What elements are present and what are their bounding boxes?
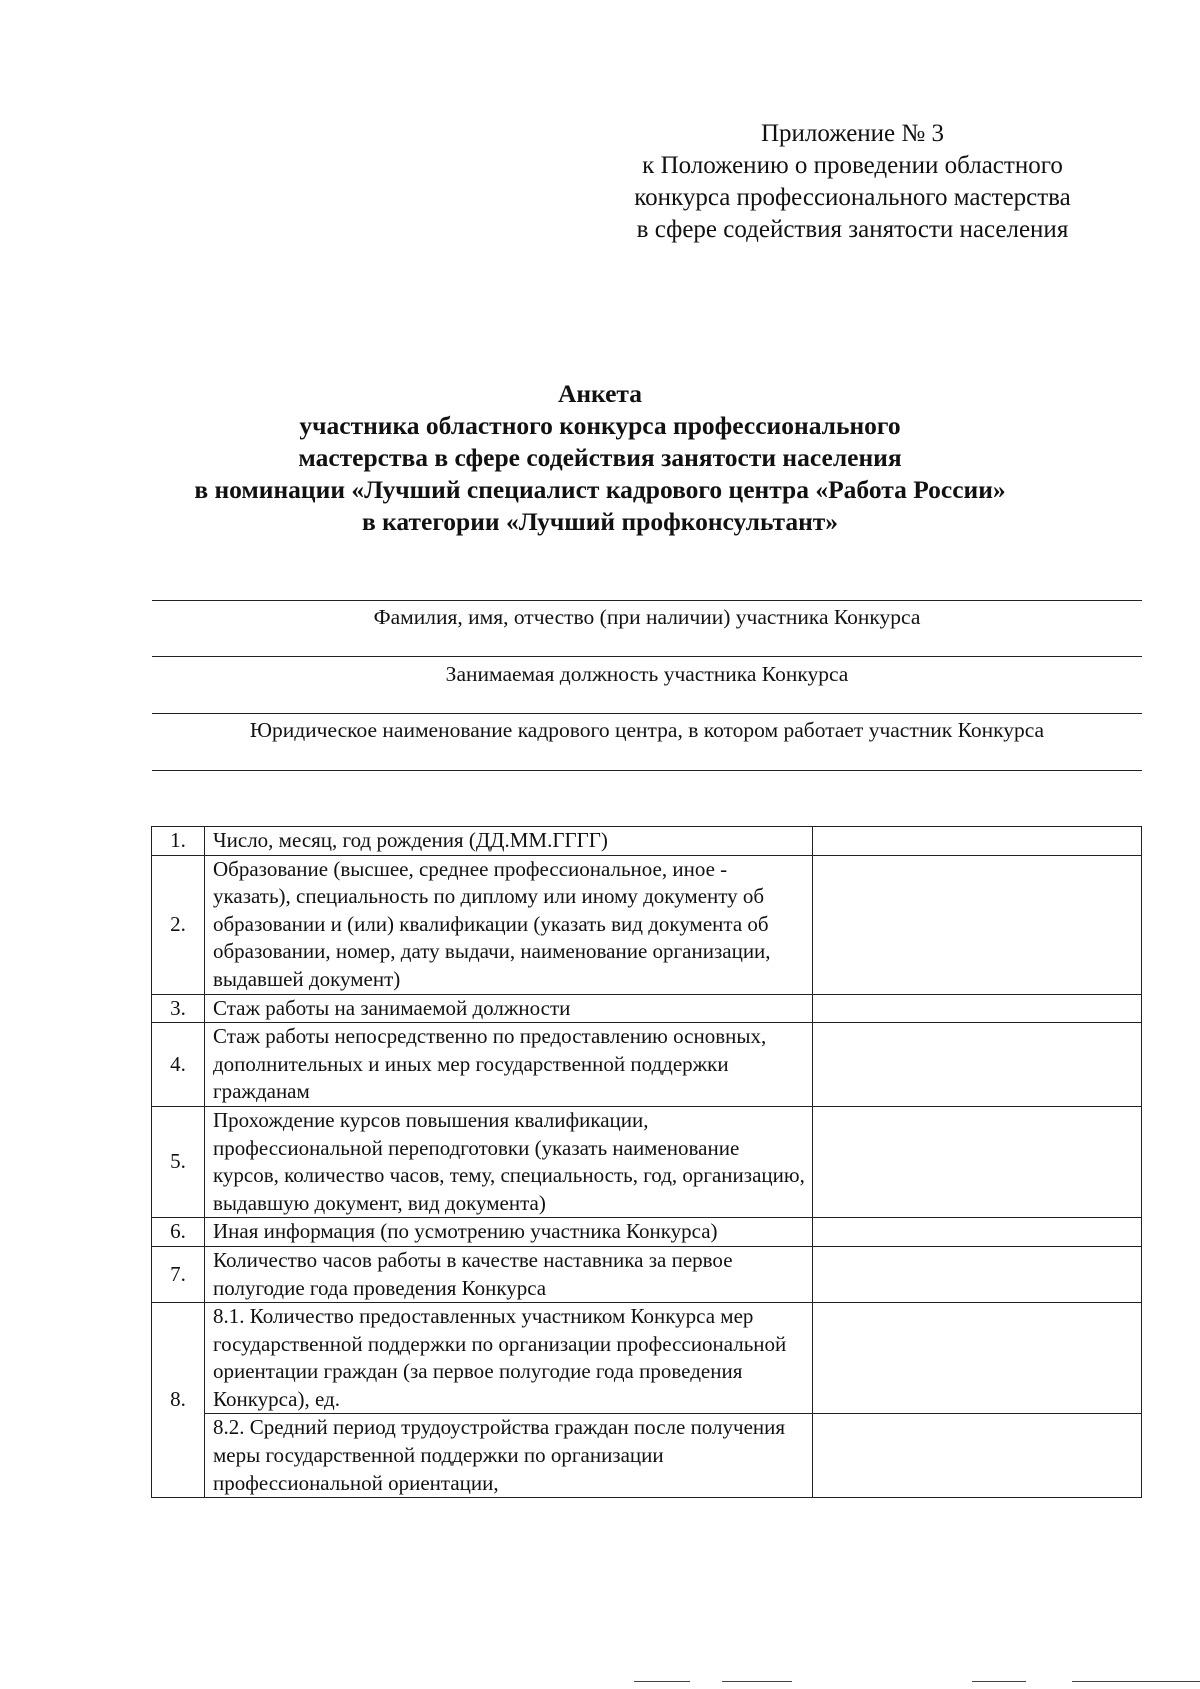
title-line-4: в номинации «Лучший специалист кадрового центра «Работа России»: [194, 475, 1006, 504]
center-name-line[interactable]: [152, 713, 1142, 714]
center-name-line-continued[interactable]: [152, 770, 1142, 771]
row-answer-cell[interactable]: [813, 855, 1142, 994]
appendix-header: [600, 118, 1105, 246]
position-caption: Занимаемая должность участника Конкурса: [445, 662, 849, 686]
row-answer-cell[interactable]: [813, 1246, 1142, 1302]
appendix-line-2: к Положению о проведении областного: [642, 152, 1063, 179]
table-row: [152, 1414, 1142, 1498]
title-line-3: мастерства в сфере содействия занятости населения: [298, 443, 902, 472]
row-number: 7.: [152, 1246, 205, 1302]
questionnaire-table: [151, 826, 1142, 1498]
row-answer-cell[interactable]: [813, 1106, 1142, 1217]
row-answer-cell[interactable]: [813, 994, 1142, 1023]
scan-mark: [722, 1681, 792, 1682]
table-row: [152, 827, 1142, 856]
appendix-line-3: конкурса профессионального мастерства: [634, 184, 1071, 211]
scan-mark: [634, 1681, 690, 1682]
row-answer-cell[interactable]: [813, 1303, 1142, 1414]
row-answer-cell[interactable]: [813, 1023, 1142, 1107]
table-row: [152, 1303, 1142, 1414]
row-number: 3.: [152, 994, 205, 1023]
table-row: [152, 855, 1142, 994]
row-label: Образование (высшее, среднее профессиональное, иное - указать), специальность по диплому или иному документу об образовании и (или) квалификации (указать вид документа об образовании, номер, дату выдачи, наименование организации, выдавшей документ): [205, 855, 813, 994]
position-line[interactable]: [152, 656, 1142, 657]
row-number: 6.: [152, 1218, 205, 1247]
row-label: Количество часов работы в качестве наставника за первое полугодие года проведения Конкурса: [205, 1246, 813, 1302]
row-label: Прохождение курсов повышения квалификации, профессиональной переподготовки (указать наименование курсов, количество часов, тему, специальность, год, организацию, выдавшую документ, вид документа): [205, 1106, 813, 1217]
row-answer-cell[interactable]: [813, 1218, 1142, 1247]
row-number: 8.: [152, 1303, 205, 1498]
row-number: 4.: [152, 1023, 205, 1107]
row-label: Иная информация (по усмотрению участника Конкурса): [205, 1218, 813, 1247]
appendix-line-4: в сфере содействия занятости населения: [636, 216, 1069, 243]
table-row: [152, 1106, 1142, 1217]
row-number: 2.: [152, 855, 205, 994]
table-row: [152, 1023, 1142, 1107]
scan-mark: [1072, 1681, 1200, 1682]
appendix-number: Приложение № 3: [760, 120, 945, 147]
table-row: [152, 994, 1142, 1023]
row-label: 8.1. Количество предоставленных участником Конкурса мер государственной поддержки по организации профессиональной ориентации граждан (за первое полугодие года проведения Конкурса), ед.: [205, 1303, 813, 1414]
title-line-2: участника областного конкурса профессионального: [299, 411, 901, 440]
table-row: [152, 1246, 1142, 1302]
title-line-5: в категории «Лучший профконсультант»: [361, 507, 839, 536]
title-main: Анкета: [557, 379, 643, 408]
table-row: [152, 1218, 1142, 1247]
scan-mark: [972, 1681, 1026, 1682]
full-name-caption: Фамилия, имя, отчество (при наличии) участника Конкурса: [373, 605, 921, 629]
row-label: Число, месяц, год рождения (ДД.ММ.ГГГГ): [205, 827, 813, 856]
document-title: [100, 378, 1100, 538]
row-label: Стаж работы непосредственно по предоставлению основных, дополнительных и иных мер государственной поддержки гражданам: [205, 1023, 813, 1107]
row-label: Стаж работы на занимаемой должности: [205, 994, 813, 1023]
row-label: 8.2. Средний период трудоустройства граждан после получения меры государственной поддержки по организации профессиональной ориентации,: [205, 1414, 813, 1498]
row-number: 1.: [152, 827, 205, 856]
row-answer-cell[interactable]: [813, 1414, 1142, 1498]
row-answer-cell[interactable]: [813, 827, 1142, 856]
full-name-line[interactable]: [152, 600, 1142, 601]
center-name-caption: Юридическое наименование кадрового центра, в котором работает участник Конкурса: [249, 718, 1045, 742]
row-number: 5.: [152, 1106, 205, 1217]
